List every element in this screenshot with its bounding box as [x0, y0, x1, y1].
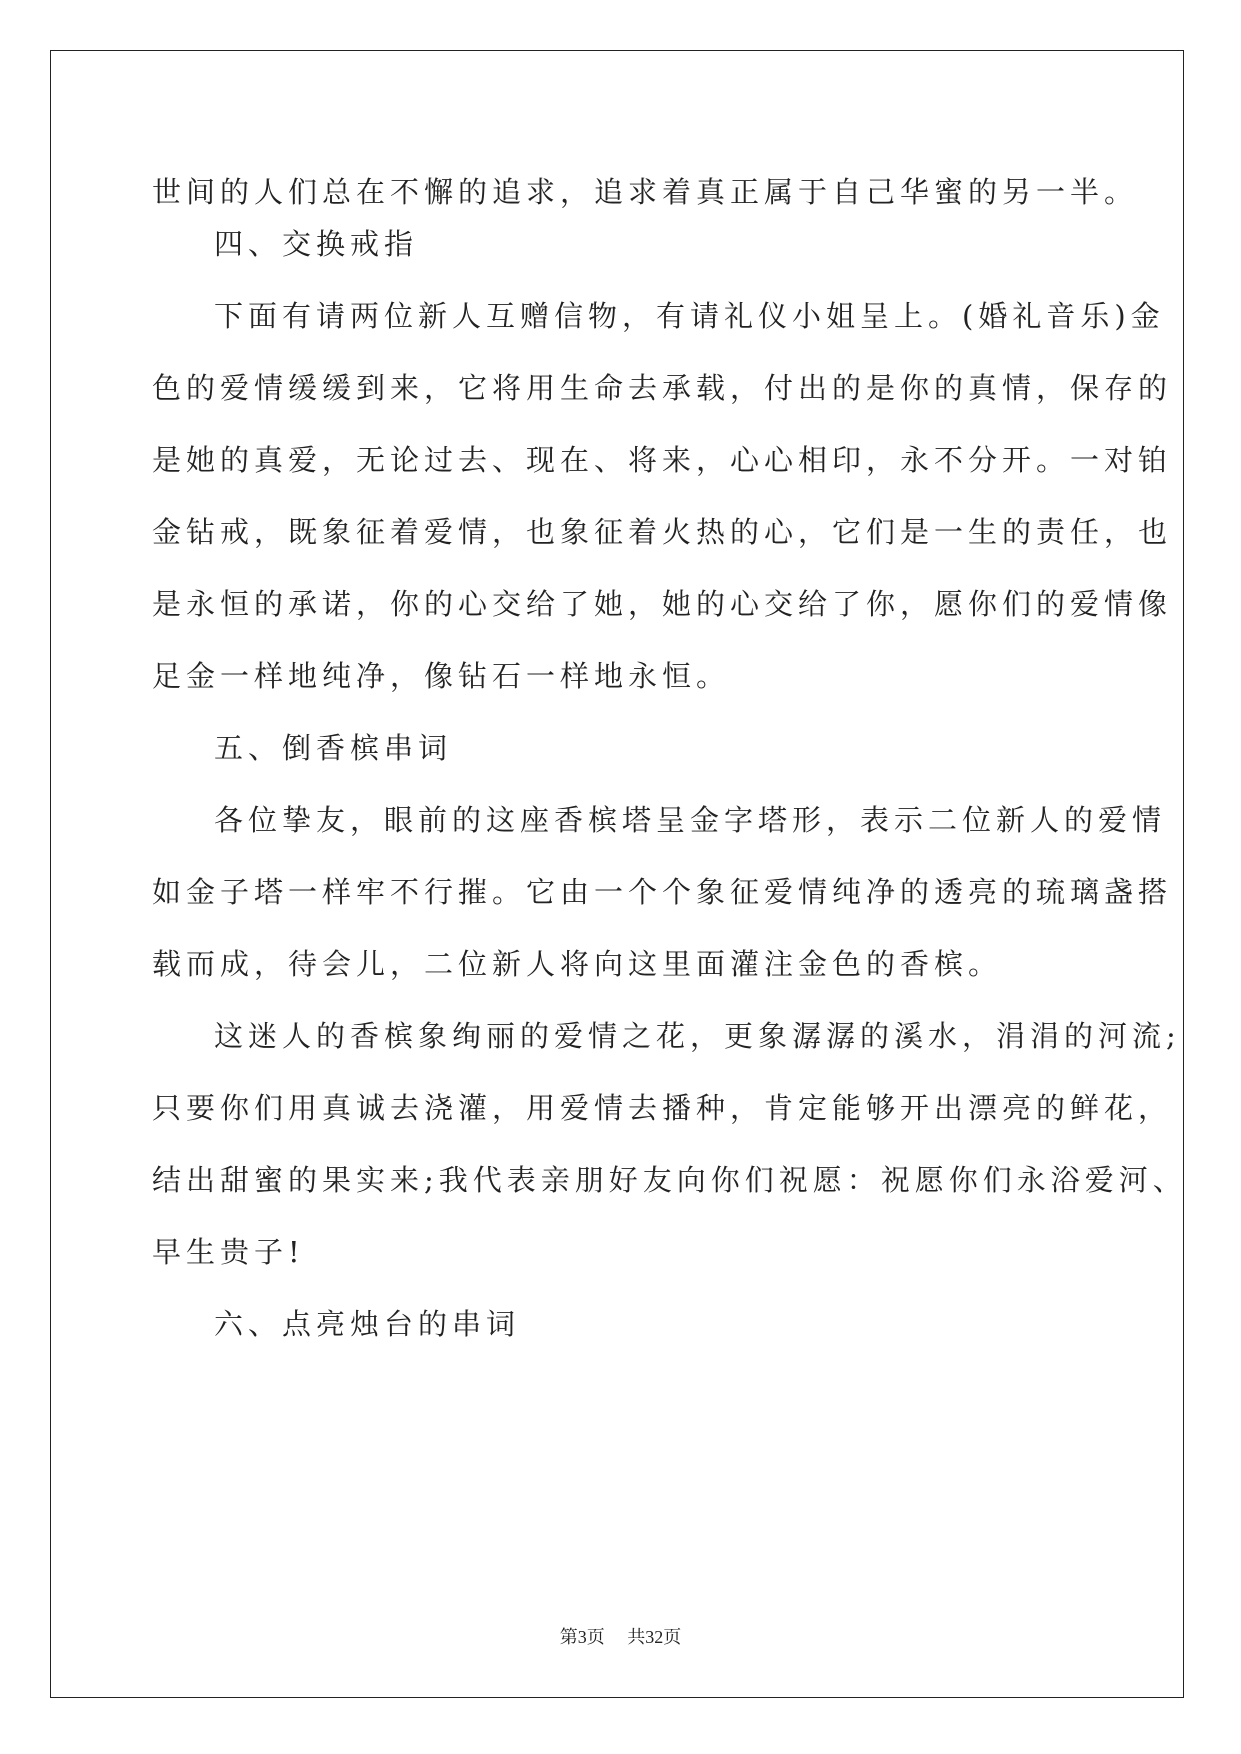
- body-line: 世间的人们总在不懈的追求，追求着真正属于自己华蜜的另一半。: [152, 175, 1139, 209]
- body-line: 是永恒的承诺，你的心交给了她，她的心交给了你，愿你们的爱情像: [152, 587, 1173, 621]
- body-line: 是她的真爱，无论过去、现在、将来，心心相印，永不分开。一对铂: [152, 443, 1173, 477]
- section-heading: 五、倒香槟串词: [214, 731, 453, 765]
- body-line: 如金子塔一样牢不行摧。它由一个个象征爱情纯净的透亮的琉璃盏搭: [152, 875, 1173, 909]
- body-line: 这迷人的香槟象绚丽的爱情之花，更象潺潺的溪水，涓涓的河流;: [214, 1019, 1181, 1053]
- body-line: 只要你们用真诚去浇灌，用爱情去播种，肯定能够开出漂亮的鲜花，: [152, 1091, 1173, 1125]
- body-line: 足金一样地纯净，像钻石一样地永恒。: [152, 659, 731, 693]
- body-line: 载而成，待会儿，二位新人将向这里面灌注金色的香槟。: [152, 947, 1003, 981]
- body-line: 各位挚友，眼前的这座香槟塔呈金字塔形，表示二位新人的爱情: [214, 803, 1167, 837]
- body-line: 金钻戒，既象征着爱情，也象征着火热的心，它们是一生的责任，也: [152, 515, 1173, 549]
- body-line: 下面有请两位新人互赠信物，有请礼仪小姐呈上。(婚礼音乐)金: [214, 299, 1165, 333]
- page-total: 共32页: [627, 1627, 682, 1647]
- page-footer: [0, 1623, 1241, 1649]
- body-line: 早生贵子!: [152, 1235, 305, 1269]
- body-line: 结出甜蜜的果实来;我代表亲朋好友向你们祝愿：祝愿你们永浴爱河、: [152, 1163, 1187, 1197]
- page-number: 第3页: [559, 1627, 605, 1647]
- section-heading: 六、点亮烛台的串词: [214, 1307, 521, 1341]
- section-heading: 四、交换戒指: [214, 227, 419, 261]
- body-line: 色的爱情缓缓到来，它将用生命去承载，付出的是你的真情，保存的: [152, 371, 1173, 405]
